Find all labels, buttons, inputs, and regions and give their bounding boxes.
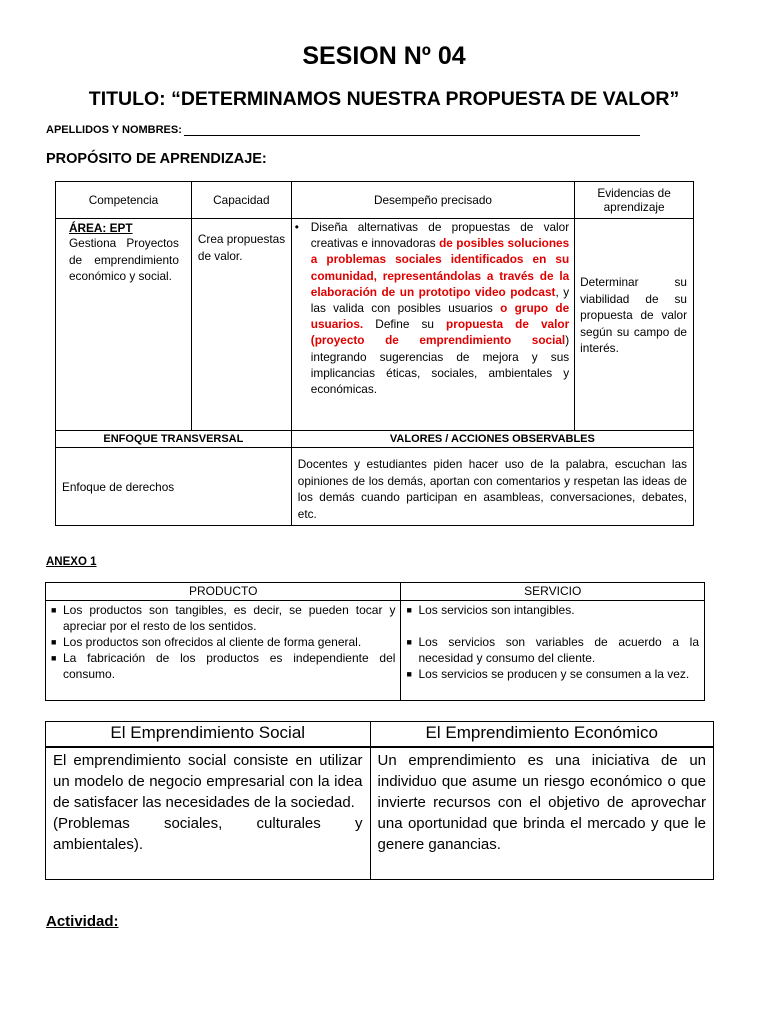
product-service-table <box>45 582 705 701</box>
valores-text: Docentes y estudiantes piden hacer uso de la palabra, escuchan las opiniones de los demás, aportan con comentarios y respetan las ideas de los demás cuando participan en asambleas, conversaciones, debates, etc. <box>297 457 687 521</box>
competencia-text: Gestiona Proyectos de emprendimiento económico y social. <box>69 236 179 283</box>
names-label: APELLIDOS Y NOMBRES: <box>46 124 182 136</box>
annex-label: ANEXO 1 <box>46 556 97 568</box>
valores-cell <box>291 448 693 526</box>
header-desempeno: Desempeño precisado <box>291 182 574 219</box>
capacidad-text: Crea propuestas de valor. <box>197 232 286 263</box>
social-text: El emprendimiento social consiste en utilizar un modelo de negocio empresarial con la idea de satisfacer las necesidades de la sociedad. <box>53 752 363 811</box>
competencia-cell <box>56 219 192 431</box>
enfoque-cell <box>56 448 292 526</box>
valores-header: VALORES / ACCIONES OBSERVABLES <box>291 431 693 448</box>
purpose-heading: PROPÓSITO DE APRENDIZAJE: <box>46 151 267 167</box>
list-item: ■ Los servicios son intangibles. <box>406 603 575 617</box>
names-blank-line <box>184 125 640 136</box>
list-item: ■ Los servicios son variables de acuerdo a la necesidad y consumo del cliente. <box>406 635 699 665</box>
header-producto: PRODUCTO <box>46 583 401 601</box>
area-label: ÁREA: EPT <box>69 221 133 235</box>
enfoque-text: Enfoque de derechos <box>62 479 175 494</box>
social-cell <box>46 747 371 879</box>
evidencias-text: Determinar su viabilidad de su propuesta de valor según su campo de interés. <box>580 275 687 355</box>
names-field <box>46 124 640 136</box>
economic-text: Un emprendimiento es una iniciativa de un individuo que asume un riesgo económico o que invierte recursos con el objetivo de aprovechar una oportunidad que brinda el mercado y que le genere ganancias. <box>377 752 706 853</box>
list-item: ■ Los productos son ofrecidos al cliente de forma general. <box>51 635 362 649</box>
servicio-cell <box>401 601 705 701</box>
document-title: TITULO: “DETERMINAMOS NUESTRA PROPUESTA DE VALOR” <box>88 88 680 110</box>
header-servicio: SERVICIO <box>401 583 705 601</box>
desempeno-cell <box>291 219 574 431</box>
square-bullet-icon: ■ <box>51 637 57 647</box>
square-bullet-icon: ■ <box>406 637 412 647</box>
header-evidencias: Evidencias de aprendizaje <box>575 182 694 219</box>
list-item: ■ La fabricación de los productos es independiente del consumo. <box>51 651 396 681</box>
square-bullet-icon: ■ <box>406 669 412 679</box>
header-social: El Emprendimiento Social <box>46 722 371 748</box>
list-item: ■ Los servicios se producen y se consumen a la vez. <box>406 667 690 681</box>
activity-heading: Actividad: <box>46 913 119 930</box>
square-bullet-icon: ■ <box>406 605 412 615</box>
economic-cell <box>370 747 713 879</box>
header-capacidad: Capacidad <box>191 182 291 219</box>
entrepreneurship-table <box>45 721 714 880</box>
capacidad-cell <box>191 219 291 431</box>
evidencias-cell <box>575 219 694 431</box>
producto-cell <box>46 601 401 701</box>
list-item: ■ Los productos son tangibles, es decir, se pueden tocar y apreciar por el resto de los sentidos. <box>51 603 396 633</box>
header-economic: El Emprendimiento Económico <box>370 722 713 748</box>
square-bullet-icon: ■ <box>51 605 57 615</box>
enfoque-header: ENFOQUE TRANSVERSAL <box>56 431 292 448</box>
learning-purpose-table <box>55 181 694 526</box>
session-title: SESION Nº 04 <box>302 42 466 70</box>
desempeno-text: Diseña alternativas de propuestas de valor creativas e innovadoras de posibles soluciones a problemas sociales identificados en su comunidad, representándolas a través de la elaboración de un prototipo video podcast, y las valida con posibles usuarios o grupo de usuarios. Define su propuesta de valor (proyecto de emprendimiento social) integrando sugerencias de mejora y sus implicancias éticas, sociales, ambientales y económicas. <box>310 220 570 397</box>
square-bullet-icon: ■ <box>51 653 57 663</box>
header-competencia: Competencia <box>56 182 192 219</box>
bullet-icon: • <box>294 220 299 234</box>
social-text-2: (Problemas sociales, culturales y ambientales). <box>53 815 363 853</box>
